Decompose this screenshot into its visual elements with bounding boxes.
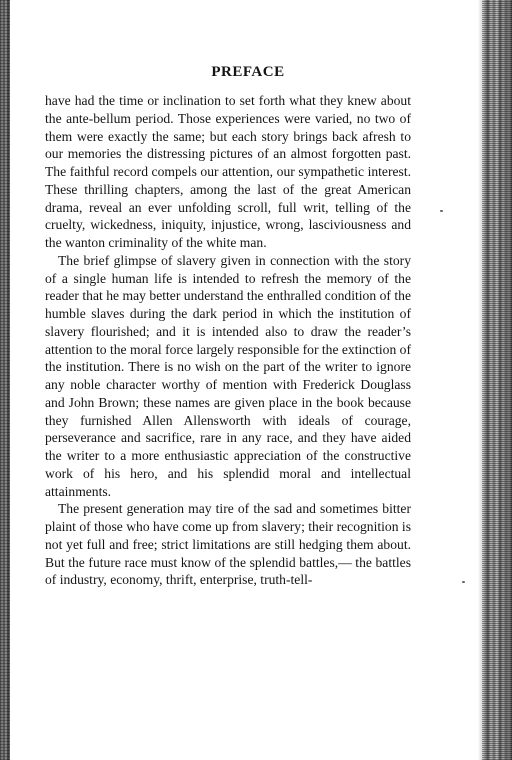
paragraph-3: The present generation may tire of the sad and sometimes bitter plaint of those who have come up from slavery; their recognition is not yet full and free; strict limitations are still hedging them about. But the future race must know of the splendid battles,— the battles of industry, economy, thrift, enterprise, truth-tell- <box>45 501 411 588</box>
body-text <box>45 92 411 589</box>
running-head: PREFACE <box>211 64 285 80</box>
paragraph-2: The brief glimpse of slavery given in connection with the story of a single human life is intended to refresh the memory of the reader that he may better understand the enthralled condition of the humble slaves during the dark period in which the institution of slavery flourished; and it is intended also to draw the reader’s attention to the moral force largely responsible for the extinction of the institution. There is no wish on the part of the writer to ignore any noble character worthy of mention with Frederick Douglass and John Brown; these names are given place in the book because they furnished Allen Allensworth with ideals of courage, perseverance and sacrifice, rare in any race, and they have aided the writer to a more enthusiastic appreciation of the constructive work of his hero, and his splendid moral and intellectual attainments. <box>45 252 411 499</box>
scan-edge-right <box>482 0 512 760</box>
book-page <box>16 0 480 760</box>
ink-speck <box>462 581 465 583</box>
scan-edge-left <box>0 0 10 760</box>
ink-speck <box>440 210 443 212</box>
paragraph-1: have had the time or inclination to set forth what they knew about the ante-bellum period. Those experiences were varied, no two of them were exactly the same; but each story brings back afresh to our memories the distressing pictures of an almost forgotten past. The faithful record compels our attention, our sympathetic interest. These thrilling chapters, among the last of the great American drama, reveal an ever unfolding scroll, full writ, telling of the cruelty, wickedness, iniquity, injustice, wrong, lasciviousness and the wanton criminality of the white man. <box>45 93 411 250</box>
